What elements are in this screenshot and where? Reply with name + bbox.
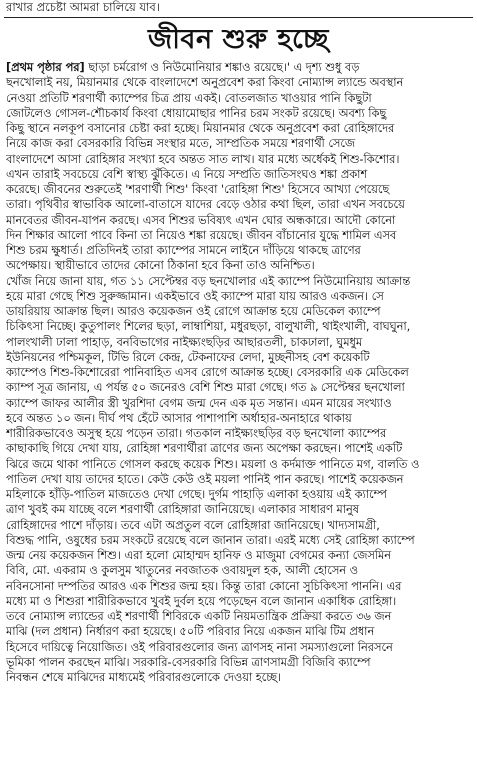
article-line: কিছু স্থানে নলকূপ বসানোর চেষ্টা করা হচ্ছে। মিয়ানমার থেকে অনুপ্রবেশ করা রোহিঙ্গাদের xyxy=(6,122,395,135)
article-line: এখন তারাই সবচেয়ে বেশি স্বাস্থ্য ঝুঁকিতে। এ নিয়ে সম্প্রতি জাতিসংঘও শঙ্কা প্রকাশ xyxy=(6,167,368,181)
headline: জীবন শুরু হচ্ছে xyxy=(148,24,329,55)
article-line: ক্যাম্প সূত্র জানায়, এ পর্যন্ত ৫০ জনেরও বেশি শিশু মারা গেছে। গত ৯ সেপ্টেম্বর ছনখোলা xyxy=(6,381,405,395)
article-line-text: ছাড়া চর্মরোগ ও নিউমোনিয়ার শঙ্কাও রয়েছে।' এ দৃশ্য শুধু বড় xyxy=(84,61,360,74)
article-line: নবিনসোনা দম্পতির আরও এক শিশুর জন্ম হয়। কিন্তু তারা কোনো সুচিকিৎসা পাননি। এর xyxy=(6,579,402,593)
article-line: তবে নোম্যান্স ল্যান্ডের এই শরণার্থী শিবিরকে একটি নিয়মতান্ত্রিক প্রক্রিয়া করতে ৩৬ জন xyxy=(6,610,392,623)
article-line: মাঝি (দল প্রধান) নির্ধারণ করা হয়েছে। ৫০টি পরিবার নিয়ে একজন মাঝি টিম প্রধান xyxy=(6,625,375,639)
article-line: বিশুদ্ধ পানি, ওষুধের চরম সংকটে রয়েছে বলে জানান তারা। এরই মধ্যে সেই রোহিঙ্গা ক্যাম্পে xyxy=(6,533,415,547)
previous-article-tail: রাখার প্রচেষ্টা আমরা চালিয়ে যাব। xyxy=(6,0,160,14)
article-line: ঝিরে জমে থাকা পানিতে গোসল করছে কয়েক শিশু। ময়লা ও কর্দমাক্ত পানিতে মগ, বালতি ও xyxy=(6,457,420,471)
article-line: ক্যাম্পেও শিশু-কিশোরেরা পানিবাহিত এসব রোগে আক্রান্ত হচ্ছে। বেসরকারি এক মেডিকেল xyxy=(6,366,409,379)
article-line: মানবেতর জীবন-যাপন করছে। এসব শিশুর ভবিষ্যৎ এখন ঘোর অন্ধকারে। আদৌ কোনো xyxy=(6,213,396,227)
article-line: নেওয়া প্রতিটি শরণার্থী ক্যাম্পের চিত্র প্রায় একই। বোতলজাত খাওয়ার পানি কিছুটা xyxy=(6,91,372,105)
article-line: বিবি, মো. একরাম ও কুলসুম খাতুনের নবজাতক ওবায়দুল হক, আলী হোসেন ও xyxy=(6,564,358,578)
article-line: ইউনিয়নের পশ্চিমকূল, টিভি রিলে কেন্দ্র, টেকনাফের লেদা, মুচ্ছনীসহ বেশ কয়েকটি xyxy=(6,350,370,364)
article-line: কাছাকাছি গিয়ে দেখা যায়, রোহিঙ্গা শরণার্থীরা ত্রাণের জন্য অপেক্ষা করছেন। পাশেই একটি xyxy=(6,442,403,456)
article-line: শিশু চরম ক্ষুধার্ত। প্রতিদিনই তারা ক্যাম্পের সামনে লাইনে দাঁড়িয়ে থাকছে ত্রাণের xyxy=(6,244,361,257)
article-line: ক্যাম্পে জাফর আলীর স্ত্রী খুরশিদা বেগম জন্ম দেন এক মৃত সন্তান। এমন মায়ের সংখ্যাও xyxy=(6,396,392,410)
article-line: জোটলেও গোসল-শৌচকার্য কিংবা ধোয়ামোছার পানির চরম সংকট রয়েছে। অবশ্য কিছু xyxy=(6,106,387,120)
article-line: মধ্যে মা ও শিশুরা শারীরিকভাবে খুবই দুর্বল হয়ে পড়েছেন বলে জানান একাধিক রোহিঙ্গা। xyxy=(6,594,397,608)
article-line: শারীরিকভাবেও অসুস্থ হয়ে পড়েন তারা। গতকাল নাইক্ষ্যংছড়ির বড় ছনখোলা ক্যাম্পের xyxy=(6,427,387,440)
article-body xyxy=(4,60,473,685)
article-line: হিসেবে দায়িত্বে নিয়োজিত। ওই পরিবারগুলোর জন্য ত্রাণসহ নানা সমস্যাগুলো নিরসনে xyxy=(6,640,393,654)
article-line: দিন শিক্ষার আলো পাবে কিনা তা নিয়েও শঙ্কা রয়েছে। জীবন বাঁচানোর যুদ্ধে শামিল এসব xyxy=(6,228,397,242)
article-line xyxy=(6,60,471,75)
article-line: তারা। পৃথিবীর স্বাভাবিক আলো-বাতাসে যাদের বেড়ে ওঠার কথা ছিল, তারা এখন সবচেয়ে xyxy=(6,198,405,212)
article-line: নিয়ে কাজ করা বেসরকারি বিভিন্ন সংস্থার মতে, সাম্প্রতিক সময়ে শরণার্থী সেজে xyxy=(6,137,356,151)
article-line: হবে অন্তত ১০ জন। দীর্ঘ পথ হেঁটে আসার পাশাপাশি অর্ধাহার-অনাহারে থাকায় xyxy=(6,411,352,425)
article-line: ভূমিকা পালন করছেন মাঝি। সরকারি-বেসরকারি বিভিন্ন ত্রাণসামগ্রী বিজিবি ক্যাম্পে xyxy=(6,655,371,669)
continuation-label: [প্রথম পৃষ্ঠার পর] xyxy=(6,61,85,74)
article-line: পাতিল দেখা যায় তাদের হাতে। কেউ কেউ ওই ময়লা পানিই পান করছে। পাশেই কয়েকজন xyxy=(6,472,404,486)
article-line: ত্রাণ খুবই কম যাচ্ছে বলে শরণার্থী রোহিঙ্গারা জানিয়েছে। এলাকার সাধারণ মানুষ xyxy=(6,503,359,517)
article-line: ছনখোলাই নয়, মিয়ানমার থেকে বাংলাদেশে অনুপ্রবেশ করা কিংবা নোম্যান্স ল্যান্ডে অবস্থান xyxy=(6,76,404,90)
article-line: নিবন্ধন শেষে মাঝিদের মাধ্যমেই পরিবারগুলোকে দেওয়া হচ্ছে। xyxy=(6,671,281,684)
article-line: পালংখালী ঢালা পাহাড়, বনবিভাগের নাইক্ষ্যংছড়ির আছারতলী, চাকঢালা, ঘুমধুম xyxy=(6,335,363,349)
article-line: অপেক্ষায়। স্থায়ীভাবে তাদের কোনো ঠিকানা হবে কিনা তাও অনিশ্চিত। xyxy=(6,259,315,273)
article-line: ডায়রিয়ায় আক্রান্ত ছিল। আরও কয়েকজন ওই রোগে আক্রান্ত হয়ে মেডিকেল ক্যাম্পে xyxy=(6,305,381,318)
article-line: বাংলাদেশে আসা রোহিঙ্গার সংখ্যা হবে অন্তত সাত লাখ। যার মধ্যে অর্ধেকই শিশু-কিশোর। xyxy=(6,152,400,166)
article-line: চিকিৎসা নিচ্ছে। কুতুপালং শিলের ছড়া, লাম্বাশিয়া, মধুরছড়া, বালুখালী, থাইংখালী, বাঘঘুনা, xyxy=(6,320,411,334)
article-line: জন্ম নেয় কয়েকজন শিশু। এরা হলো মোহাম্মদ হানিফ ও মাজুমা বেগমের কন্যা জেসমিন xyxy=(6,549,392,562)
article-line: করেছে। জীবনের শুরুতেই 'শরণার্থী শিশু' কিংবা 'রোহিঙ্গা শিশু' হিসেবে আখ্যা পেয়েছে xyxy=(6,183,390,196)
article-line: রোহিঙ্গাদের পাশে দাঁড়ায়। তবে এটা অপ্রতুল বলে রোহিঙ্গারা জানিয়েছে। খাদ্যসামগ্রী, xyxy=(6,518,380,532)
article-line: মহিলাকে হাঁড়ি-পাতিল মাজতেও দেখা গেছে। দুর্গম পাহাড়ি এলাকা হওয়ায় এই ক্যাম্পে xyxy=(6,488,387,501)
top-divider xyxy=(4,17,473,18)
article-line: খোঁজ নিয়ে জানা যায়, গত ১১ সেপ্টেম্বর বড় ছনখোলার এই ক্যাম্পে নিউমোনিয়ায় আক্রান্ত xyxy=(6,274,411,288)
article-line: হয়ে মারা গেছে শিশু সুরুজ্জামান। একইভাবে ওই ক্যাম্পে মারা যায় আরও একজন। সে xyxy=(6,289,384,303)
